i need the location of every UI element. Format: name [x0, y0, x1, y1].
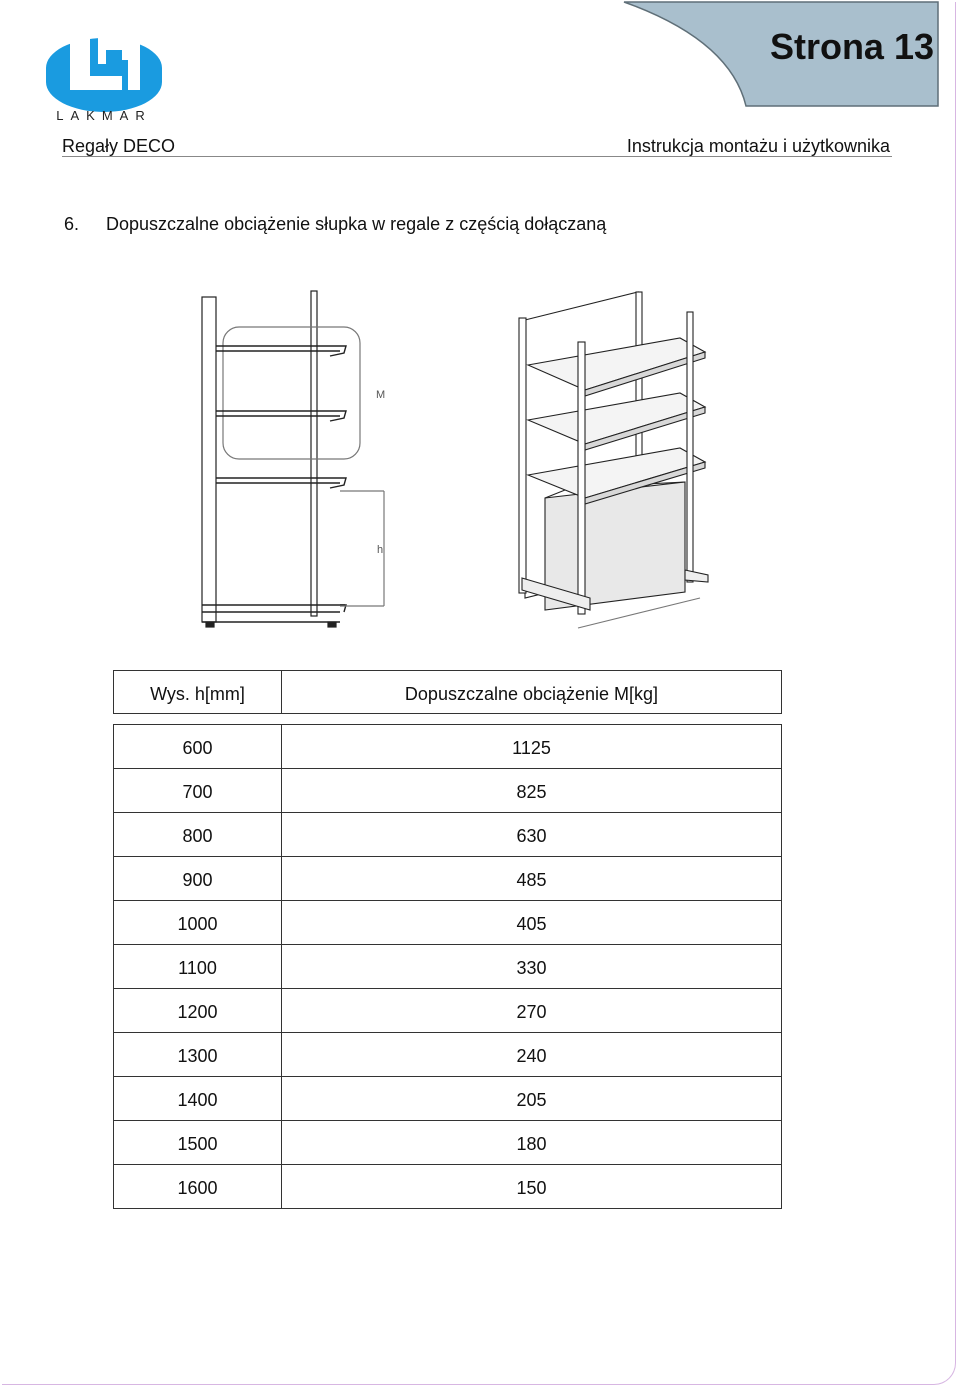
cell-height: 1300 [114, 1033, 282, 1076]
side-view-drawing [202, 291, 384, 627]
table-row [114, 769, 781, 813]
cell-height: 1200 [114, 989, 282, 1032]
cell-load: 270 [516, 1002, 547, 1022]
table-row [114, 857, 781, 901]
cell-height: 1100 [114, 945, 282, 988]
cell-load: 180 [516, 1134, 547, 1154]
cell-height: 1000 [114, 901, 282, 944]
cell-load: 330 [516, 958, 547, 978]
table-row [114, 1077, 781, 1121]
table-row [114, 813, 781, 857]
header-load: Dopuszczalne obciążenie M[kg] [404, 683, 659, 704]
cell-height: 800 [114, 813, 282, 856]
shelf-diagrams [180, 280, 740, 640]
header-height: Wys. h[mm] [114, 671, 282, 713]
cell-height: 900 [114, 857, 282, 900]
load-table [113, 670, 782, 1209]
label-m: M [376, 389, 386, 401]
perspective-drawing [519, 292, 708, 628]
cell-load: 630 [516, 826, 547, 846]
cell-height: 700 [114, 769, 282, 812]
cell-load: 205 [516, 1090, 547, 1110]
cell-height: 1600 [114, 1165, 282, 1208]
header-divider [62, 156, 892, 157]
lakmar-logo [42, 20, 167, 124]
table-row [114, 725, 781, 769]
product-name: Regały DECO [62, 136, 176, 156]
table-row [114, 1033, 781, 1077]
cell-load: 1125 [512, 738, 551, 758]
cell-load: 825 [516, 782, 547, 802]
table-row [114, 1165, 781, 1209]
cell-load: 405 [516, 914, 547, 934]
table-row [114, 945, 781, 989]
table-body [113, 724, 782, 1209]
table-row [114, 901, 781, 945]
document-title: Instrukcja montażu i użytkownika [626, 136, 890, 156]
page-number: Strona 13 [769, 26, 934, 67]
section-number: 6. [64, 214, 80, 234]
table-header [113, 670, 782, 714]
cell-height: 600 [114, 725, 282, 768]
label-h: h [377, 544, 384, 556]
table-row [114, 1121, 781, 1165]
cell-height: 1500 [114, 1121, 282, 1164]
logo-text: LAKMAR [56, 108, 152, 123]
cell-load: 150 [516, 1178, 547, 1198]
section-heading [64, 214, 606, 235]
cell-height: 1400 [114, 1077, 282, 1120]
cell-load: 240 [516, 1046, 547, 1066]
cell-load: 485 [516, 870, 547, 890]
table-row [114, 989, 781, 1033]
section-title: Dopuszczalne obciążenie słupka w regale z częścią dołączaną [106, 214, 607, 234]
